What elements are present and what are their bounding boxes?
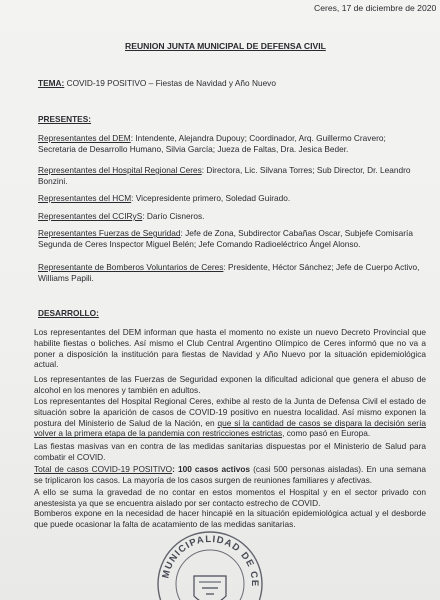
desarrollo-paragraph: Las fiestas masivas van en contra de las medidas sanitarias dispuestas por el Ministerio de Salud para combatir el COVID.	[34, 441, 426, 462]
attendee-text: : Darío Cisneros.	[142, 211, 205, 221]
attendee-org: Representantes Fuerzas de Seguridad	[38, 228, 181, 238]
attendee-entry	[38, 211, 422, 222]
tema-label: TEMA:	[38, 78, 65, 88]
seal-text: MUNICIPALIDAD DE CE	[160, 533, 261, 588]
document-title: REUNION JUNTA MUNICIPAL DE DEFENSA CIVIL	[125, 41, 326, 51]
attendee-entry	[38, 133, 422, 155]
attendee-org: Representante de Bomberos Voluntarios de Ceres	[38, 262, 224, 272]
attendee-entry	[38, 193, 422, 204]
desarrollo-heading: DESARROLLO:	[38, 308, 99, 318]
desarrollo-paragraph: Los representantes del DEM informan que hasta el momento no existe un nuevo Decreto Provincial que habilite fiestas o boliches. Así mismo el Club Central Argentino Olímpico de Ceres informó que no va a poner a disposición la institución para fiestas de Navidad y Año Nuevo por la situación epidemiológica actual.	[34, 327, 426, 370]
attendee-entry	[38, 228, 422, 250]
paragraph-text: , como pasó en Europa.	[282, 428, 371, 439]
underlined-decision: que si la cantidad de casos se dispara la decisión sería volver a la primera etapa de la pandemia con restricciones estrictas	[34, 417, 426, 439]
desarrollo-paragraph: Bomberos expone en la necesidad de hacer hincapié en la situación epidemiológica actual y el desborde que puede ocasionar la falta de acatamiento de las medidas sanitarias.	[34, 508, 426, 529]
attendee-org: Representantes del HCM	[38, 193, 132, 203]
tema-line	[38, 78, 276, 89]
attendee-text: : Directora, Lic. Silvana Torres; Sub Director, Dr. Leandro Bonzini.	[38, 165, 411, 186]
attendee-text: : Vicepresidente primero, Soledad Guirado.	[131, 193, 291, 203]
total-cases-label: Total de casos COVID-19 POSITIVO	[34, 464, 173, 474]
municipal-seal-icon	[156, 528, 264, 600]
paragraph-text: Los representantes del Hospital Regional Ceres, exhibe al resto de la Junta de Defensa Civil el estado de situación sobre la aparición de casos de COVID-19 positivo en nuestra localidad. Así mismo exponen la postura del Ministerio de Salud de la Nación, en	[34, 396, 426, 428]
document-date: Ceres, 17 de diciembre de 2020	[314, 3, 437, 13]
svg-text:MUNICIPALIDAD DE CERES	[156, 528, 260, 587]
attendee-org: Representantes del Hospital Regional Ceres	[38, 165, 202, 175]
attendee-text: : Jefe de Zona, Subdirector Cabañas Oscar, Subjefe Comisaría Segunda de Ceres Inspector Miguel Belén; Jefe Comando Radioeléctrico Ángel Alonso.	[38, 228, 413, 249]
attendee-entry	[38, 262, 422, 284]
tema-text: COVID-19 POSITIVO – Fiestas de Navidad y Año Nuevo	[64, 78, 276, 88]
desarrollo-paragraph	[34, 464, 426, 486]
attendee-text: : Intendente, Alejandra Dupouy; Coordinador, Arq. Guillermo Cravero; Secretaria de Desarrollo Humano, Silvia García; Jueza de Faltas, Dra. Jesica Beder.	[38, 133, 386, 154]
attendee-text: : Presidente, Héctor Sánchez; Jefe de Cuerpo Activo, Williams Papili.	[38, 262, 420, 283]
active-cases-count: : 100 casos activos	[172, 464, 251, 474]
desarrollo-paragraph: A ello se suma la gravedad de no contar en estos momentos el Hospital y en el sector privado con anestesista ya que se encuentra aislado por ser contacto estrecho de COVID.	[34, 487, 426, 508]
presentes-heading: PRESENTES:	[38, 114, 92, 124]
attendee-entry	[38, 165, 422, 187]
paragraph-text: (casi 500 personas aisladas). En una semana se triplicaron los casos. La mayoría de los casos surgen de reuniones familiares y afectivas.	[34, 464, 427, 485]
desarrollo-paragraph	[34, 396, 426, 439]
desarrollo-paragraph: Los representantes de las Fuerzas de Seguridad exponen la dificultad adicional que genera el abuso de alcohol en los menores y también en adultos.	[34, 374, 426, 395]
attendee-org: Representantes del CCIRyS	[38, 211, 143, 221]
attendee-org: Representantes del DEM	[38, 133, 131, 143]
